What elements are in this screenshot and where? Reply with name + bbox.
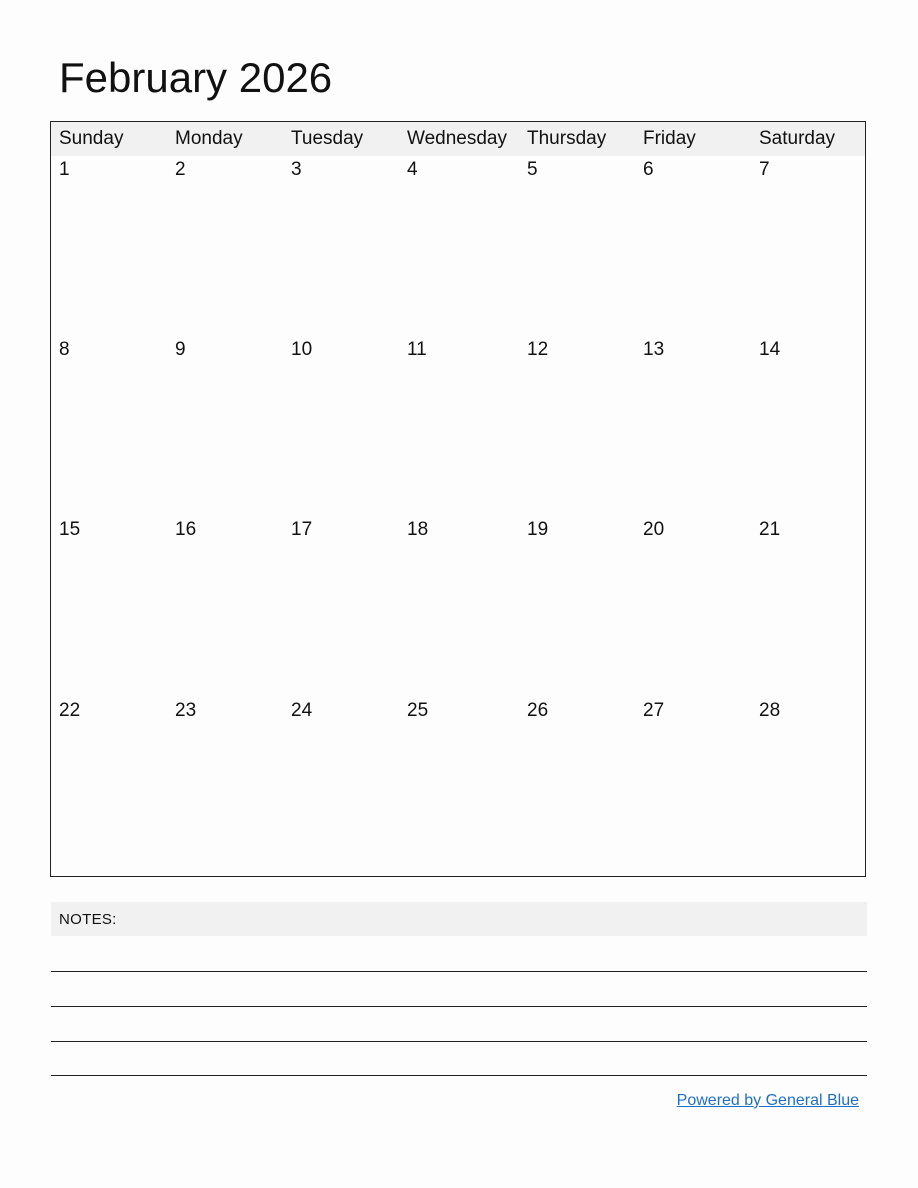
note-line[interactable] xyxy=(51,1075,867,1076)
day-cell: 14 xyxy=(759,339,781,360)
note-line[interactable] xyxy=(51,1041,867,1042)
day-cell: 2 xyxy=(175,159,186,180)
day-cell: 25 xyxy=(407,700,429,721)
note-line[interactable] xyxy=(51,1006,867,1007)
weekday-label: Monday xyxy=(175,128,243,149)
weekday-label: Wednesday xyxy=(407,128,507,149)
day-cell: 13 xyxy=(643,339,665,360)
day-cell: 28 xyxy=(759,700,781,721)
powered-by-link[interactable]: Powered by General Blue xyxy=(676,1092,859,1109)
note-line[interactable] xyxy=(51,971,867,972)
day-cell: 8 xyxy=(59,339,70,360)
notes-label: NOTES: xyxy=(59,911,117,928)
day-cell: 21 xyxy=(759,519,781,540)
day-cell: 19 xyxy=(527,519,549,540)
weekday-label: Sunday xyxy=(59,128,124,149)
day-cell: 26 xyxy=(527,700,549,721)
day-cell: 15 xyxy=(59,519,81,540)
calendar-grid xyxy=(50,121,866,877)
weekday-label: Thursday xyxy=(527,128,607,149)
day-cell: 22 xyxy=(59,700,81,721)
day-cell: 16 xyxy=(175,519,197,540)
day-cell: 6 xyxy=(643,159,654,180)
notes-header xyxy=(51,902,867,936)
day-cell: 3 xyxy=(291,159,302,180)
day-cell: 18 xyxy=(407,519,429,540)
day-cell: 4 xyxy=(407,159,418,180)
day-cell: 27 xyxy=(643,700,665,721)
day-cell: 9 xyxy=(175,339,186,360)
weekday-header-row xyxy=(51,122,865,156)
day-cell: 24 xyxy=(291,700,313,721)
day-cell: 12 xyxy=(527,339,549,360)
page-title: February 2026 xyxy=(59,54,333,101)
day-cell: 17 xyxy=(291,519,313,540)
day-cell: 20 xyxy=(643,519,665,540)
weekday-label: Friday xyxy=(643,128,696,149)
day-cell: 7 xyxy=(759,159,770,180)
weekday-label: Saturday xyxy=(759,128,836,149)
day-cell: 10 xyxy=(291,339,313,360)
day-cell: 1 xyxy=(59,159,70,180)
day-cell: 23 xyxy=(175,700,197,721)
day-cell: 5 xyxy=(527,159,538,180)
weekday-label: Tuesday xyxy=(291,128,364,149)
day-cell: 11 xyxy=(407,339,427,360)
